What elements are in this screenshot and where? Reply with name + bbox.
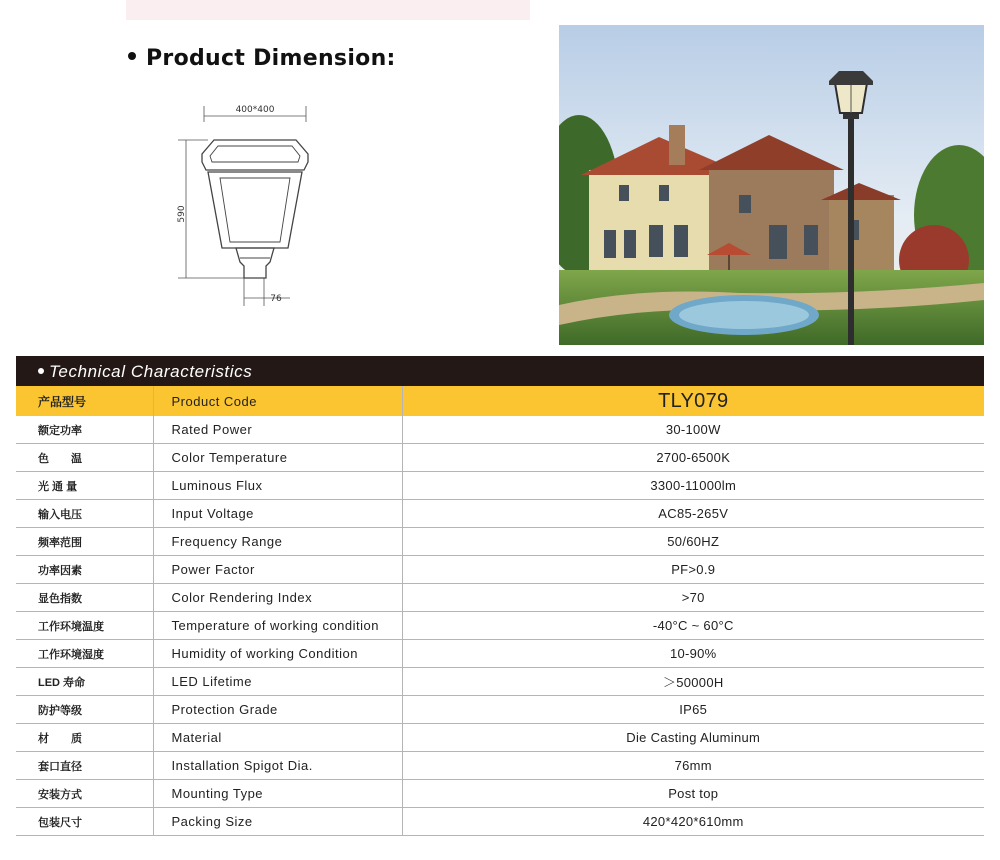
row-value: 3300-11000lm bbox=[402, 472, 984, 500]
row-label-cn: LED 寿命 bbox=[16, 668, 153, 696]
height-label: 590 bbox=[177, 205, 187, 223]
row-value: 10-90% bbox=[402, 640, 984, 668]
width-label: 400*400 bbox=[235, 105, 275, 115]
product-dimension-heading bbox=[128, 46, 396, 71]
row-value: 76mm bbox=[402, 752, 984, 780]
top-banner-strip bbox=[126, 0, 530, 20]
row-label-cn: 功率因素 bbox=[16, 556, 153, 584]
heading-text: Product Dimension: bbox=[146, 46, 396, 71]
row-label-en: LED Lifetime bbox=[153, 668, 402, 696]
row-value: 30-100W bbox=[402, 416, 984, 444]
row-label-cn: 材 质 bbox=[16, 724, 153, 752]
row-label-cn: 光 通 量 bbox=[16, 472, 153, 500]
row-label-cn: 输入电压 bbox=[16, 500, 153, 528]
row-label-en: Color Temperature bbox=[153, 444, 402, 472]
row-value: 50/60HZ bbox=[402, 528, 984, 556]
table-row bbox=[16, 500, 984, 528]
table-row bbox=[16, 444, 984, 472]
spigot-label: 76 bbox=[270, 294, 282, 304]
bullet-icon bbox=[38, 368, 44, 374]
row-value: ＞50000H bbox=[402, 668, 984, 696]
row-label-cn: 显色指数 bbox=[16, 584, 153, 612]
row-label-cn: 防护等级 bbox=[16, 696, 153, 724]
row-label-en: Luminous Flux bbox=[153, 472, 402, 500]
table-row bbox=[16, 416, 984, 444]
row-label-en: Material bbox=[153, 724, 402, 752]
row-label-en: Installation Spigot Dia. bbox=[153, 752, 402, 780]
table-row bbox=[16, 528, 984, 556]
row-value: PF>0.9 bbox=[402, 556, 984, 584]
table-row bbox=[16, 668, 984, 696]
table-row bbox=[16, 612, 984, 640]
section-header bbox=[16, 356, 984, 386]
row-label-cn: 色 温 bbox=[16, 444, 153, 472]
row-label-en: Frequency Range bbox=[153, 528, 402, 556]
dimension-drawing bbox=[170, 98, 310, 308]
row-label-cn: 安装方式 bbox=[16, 780, 153, 808]
table-row bbox=[16, 556, 984, 584]
row-label-en: Protection Grade bbox=[153, 696, 402, 724]
row-label-en: Packing Size bbox=[153, 808, 402, 836]
table-row bbox=[16, 696, 984, 724]
row-value: TLY079 bbox=[402, 386, 984, 416]
row-value: 420*420*610mm bbox=[402, 808, 984, 836]
table-row bbox=[16, 724, 984, 752]
row-label-cn: 工作环境温度 bbox=[16, 612, 153, 640]
row-label-cn: 频率范围 bbox=[16, 528, 153, 556]
row-label-en: Product Code bbox=[153, 386, 402, 416]
table-row bbox=[16, 584, 984, 612]
row-label-cn: 产品型号 bbox=[16, 386, 153, 416]
row-value: IP65 bbox=[402, 696, 984, 724]
row-value: Die Casting Aluminum bbox=[402, 724, 984, 752]
row-label-en: Power Factor bbox=[153, 556, 402, 584]
row-label-cn: 包装尺寸 bbox=[16, 808, 153, 836]
row-value: AC85-265V bbox=[402, 500, 984, 528]
lamp-outline bbox=[202, 140, 308, 278]
row-label-en: Color Rendering Index bbox=[153, 584, 402, 612]
spec-table bbox=[16, 386, 984, 836]
table-row bbox=[16, 640, 984, 668]
row-label-en: Rated Power bbox=[153, 416, 402, 444]
table-row bbox=[16, 472, 984, 500]
row-value: -40°C ~ 60°C bbox=[402, 612, 984, 640]
table-row bbox=[16, 386, 984, 416]
table-row bbox=[16, 808, 984, 836]
row-value: >70 bbox=[402, 584, 984, 612]
row-label-en: Mounting Type bbox=[153, 780, 402, 808]
row-label-cn: 工作环境湿度 bbox=[16, 640, 153, 668]
table-row bbox=[16, 780, 984, 808]
bullet-icon bbox=[128, 52, 136, 60]
row-label-cn: 套口直径 bbox=[16, 752, 153, 780]
row-label-en: Temperature of working condition bbox=[153, 612, 402, 640]
product-scene-photo bbox=[559, 25, 984, 345]
row-label-en: Input Voltage bbox=[153, 500, 402, 528]
section-title: Technical Characteristics bbox=[49, 362, 253, 381]
technical-characteristics bbox=[16, 356, 984, 836]
row-value: 2700-6500K bbox=[402, 444, 984, 472]
table-row bbox=[16, 752, 984, 780]
row-label-cn: 额定功率 bbox=[16, 416, 153, 444]
row-label-en: Humidity of working Condition bbox=[153, 640, 402, 668]
row-value: Post top bbox=[402, 780, 984, 808]
